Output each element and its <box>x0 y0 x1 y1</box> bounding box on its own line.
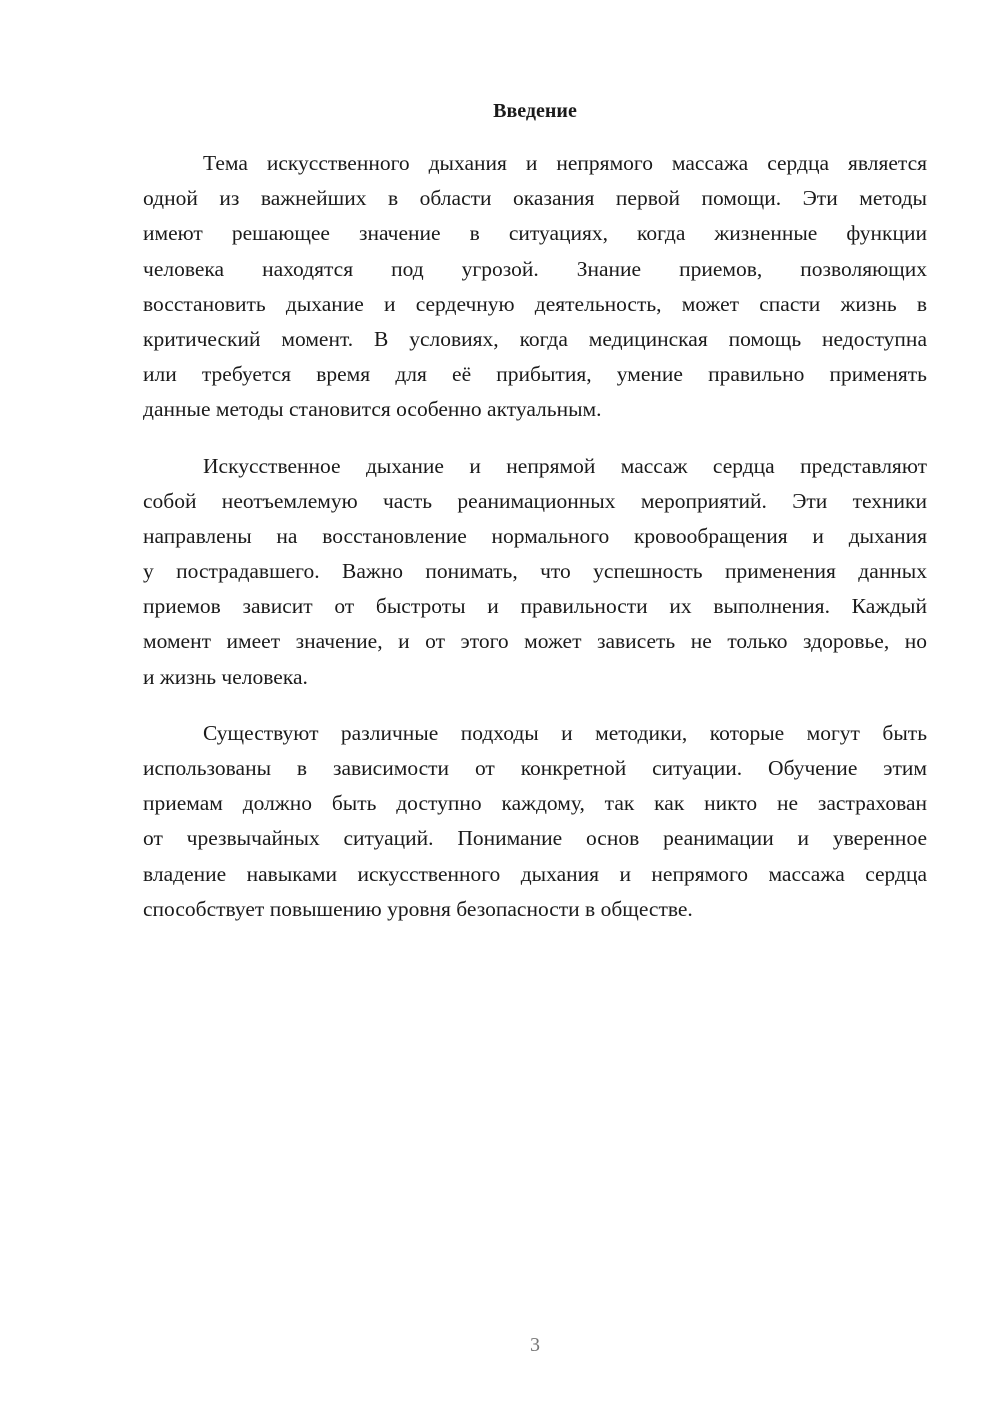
text-line: данные методы становится особенно актуальным. <box>143 397 602 422</box>
text-line: приемам должно быть доступно каждому, так как никто не застрахован <box>143 791 927 816</box>
text-line: и жизнь человека. <box>143 664 308 689</box>
section-title: Введение <box>493 100 577 122</box>
text-line: собой неотъемлемую часть реанимационных мероприятий. Эти техники <box>143 488 927 513</box>
paragraph <box>143 716 927 927</box>
text-line: Искусственное дыхание и непрямой массаж сердца представляют <box>203 453 927 478</box>
page-number: 3 <box>530 1334 540 1356</box>
text-line: от чрезвычайных ситуаций. Понимание основ реанимации и уверенное <box>143 826 927 851</box>
text-line: момент имеет значение, и от этого может зависеть не только здоровье, но <box>143 629 927 654</box>
text-line: использованы в зависимости от конкретной ситуации. Обучение этим <box>143 756 927 780</box>
text-line: человека находятся под угрозой. Знание приемов, позволяющих <box>143 256 927 281</box>
text-line: способствует повышению уровня безопасности в обществе. <box>143 896 693 921</box>
text-line: имеют решающее значение в ситуациях, когда жизненные функции <box>143 221 927 246</box>
text-line: владение навыками искусственного дыхания и непрямого массажа сердца <box>143 861 927 886</box>
text-line: направлены на восстановление нормального кровообращения и дыхания <box>143 523 927 548</box>
text-line: Существуют различные подходы и методики, которые могут быть <box>203 720 927 745</box>
text-line: приемов зависит от быстроты и правильности их выполнения. Каждый <box>143 594 927 619</box>
text-line: одной из важнейших в области оказания первой помощи. Эти методы <box>143 186 927 211</box>
document-body <box>143 146 927 927</box>
text-line: критический момент. В условиях, когда медицинская помощь недоступна <box>143 326 927 351</box>
text-line: у пострадавшего. Важно понимать, что успешность применения данных <box>143 559 927 584</box>
text-line: восстановить дыхание и сердечную деятельность, может спасти жизнь в <box>143 291 927 316</box>
paragraph <box>143 449 927 695</box>
text-line: или требуется время для её прибытия, умение правильно применять <box>143 362 927 387</box>
document-page <box>143 96 927 948</box>
paragraph <box>143 146 927 428</box>
text-line: Тема искусственного дыхания и непрямого массажа сердца является <box>203 151 927 175</box>
